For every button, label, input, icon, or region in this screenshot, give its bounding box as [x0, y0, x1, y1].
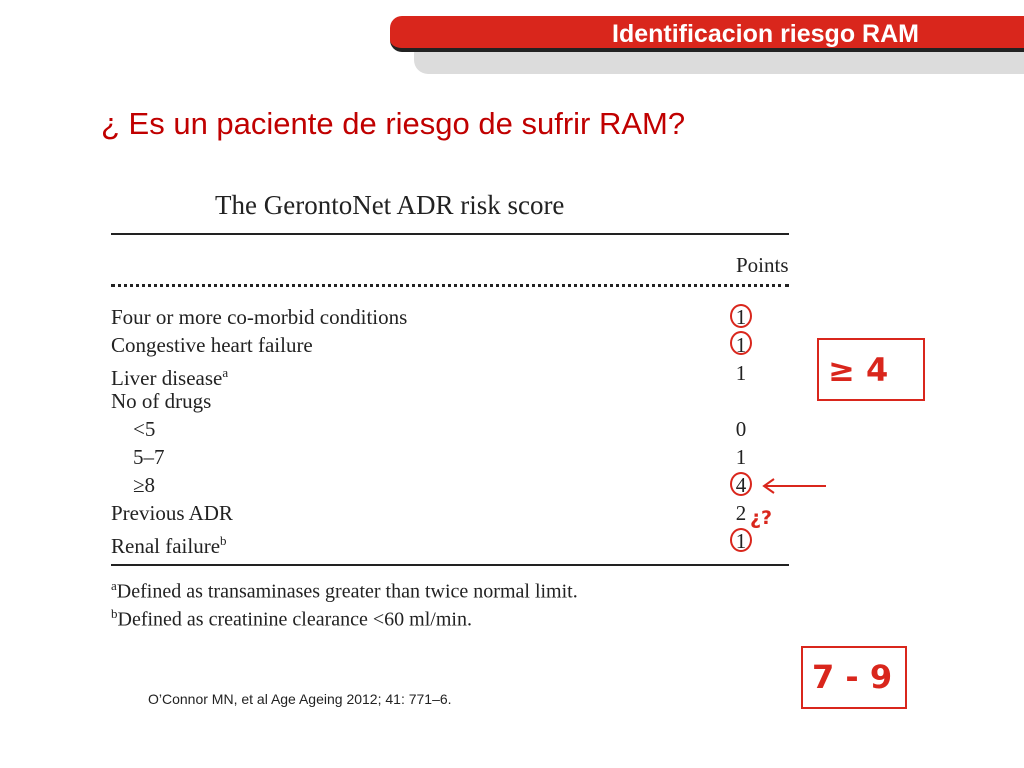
footnote-a: $^a$Defined as transaminases greater than twice normal limit.: [111, 578, 578, 603]
row-points-drugs-lt5: 0: [735, 417, 747, 441]
citation: O’Connor MN, et al Age Ageing 2012; 41: 771–6.: [148, 691, 452, 707]
row-label-renal-failure: Renal failure$^b$: [111, 533, 227, 558]
table-top-rule: [111, 233, 789, 235]
row-points-drugs-ge8: 4: [735, 473, 747, 497]
row-points-heart-failure: 1: [735, 333, 747, 357]
table-bottom-rule: [111, 564, 789, 566]
table-header-dotted-rule: [111, 284, 789, 287]
row-label-drugs-lt5: <5: [133, 417, 156, 441]
row-label-liver-disease: Liver disease$^a$: [111, 365, 229, 390]
slide-title: Identificacion riesgo RAM: [612, 20, 919, 48]
arrow-left-icon: [760, 476, 830, 496]
circle-mark-comorbid: [730, 304, 752, 328]
table-title: The GerontoNet ADR risk score: [215, 190, 565, 220]
circle-mark-renal-failure: [730, 528, 752, 552]
row-points-comorbid: 1: [735, 305, 747, 329]
row-label-previous-adr: Previous ADR: [111, 501, 233, 525]
threshold-value: ≥ 4: [828, 351, 889, 389]
circle-mark-drugs-ge8: [730, 472, 752, 496]
result-value: 7 - 9: [812, 658, 893, 696]
footnote-b: $^b$Defined as creatinine clearance <60 ml/min.: [111, 606, 472, 631]
row-label-no-of-drugs: No of drugs: [111, 389, 212, 413]
row-points-previous-adr: 2: [735, 501, 747, 525]
row-label-comorbid: Four or more co-morbid conditions: [111, 305, 408, 329]
row-label-drugs-ge8: ≥8: [133, 473, 156, 497]
row-points-renal-failure: 1: [735, 529, 747, 553]
question-mark-annotation: ¿?: [750, 507, 773, 529]
row-label-drugs-5-7: 5–7: [133, 445, 165, 469]
row-points-liver-disease: 1: [735, 361, 747, 385]
points-column-header: Points: [736, 253, 789, 277]
row-label-heart-failure: Congestive heart failure: [111, 333, 313, 357]
row-points-drugs-5-7: 1: [735, 445, 747, 469]
circle-mark-heart-failure: [730, 331, 752, 355]
question-heading: ¿ Es un paciente de riesgo de sufrir RAM?: [101, 106, 686, 141]
